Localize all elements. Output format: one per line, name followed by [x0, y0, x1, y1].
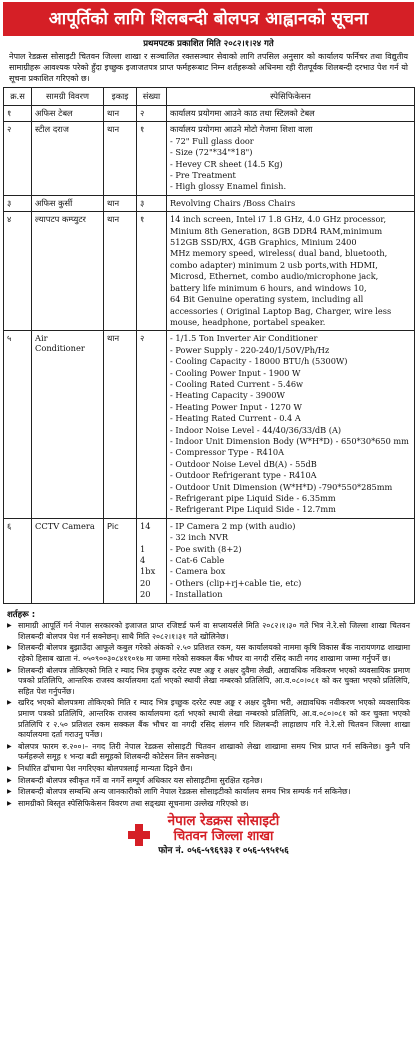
spec-line: - Outdoor Refrigerant type - R410A: [170, 470, 317, 481]
spec-line: Revolving Chairs /Boss Chairs: [170, 197, 296, 208]
quantity-value: 1: [140, 543, 146, 554]
table-row: [4, 212, 415, 331]
header-quantity: संख्या: [137, 88, 167, 106]
cell-specification: [167, 195, 415, 211]
spec-line: - Outdoor Unit Dimension (W*H*D) -790*550*285mm: [170, 481, 393, 492]
spec-line: - Others (clip+rj+cable tie, etc): [170, 577, 302, 588]
cell-item-name: CCTV Camera: [32, 518, 104, 603]
table-row: [4, 122, 415, 195]
table-header-row: [4, 88, 415, 106]
cell-unit: थान: [104, 212, 137, 331]
cell-specification: [167, 122, 415, 195]
cell-serial: ४: [4, 212, 32, 331]
quantity-value: 14: [140, 520, 151, 531]
terms-list: [7, 621, 410, 809]
table-row: [4, 518, 415, 603]
cell-quantity: [137, 122, 167, 195]
items-table: [3, 87, 415, 604]
spec-line: Minium 8th Generation, 8GB DDR4 RAM,minimum: [170, 225, 383, 236]
cell-specification: [167, 331, 415, 519]
spec-line: - Refrigerant pipe Liquid Side - 6.35mm: [170, 493, 336, 503]
terms-title: शर्तहरू :: [7, 609, 36, 620]
cell-item-name: अफिस टेबल: [32, 106, 104, 122]
cell-item-name: ल्यापटप कम्प्युटर: [32, 212, 104, 331]
cell-serial: ३: [4, 195, 32, 211]
cell-serial: २: [4, 122, 32, 195]
spec-line: - Cooling Power Input - 1900 W: [170, 367, 301, 378]
spec-line: - High glossy Enamel finish.: [170, 181, 287, 192]
spec-line: - Heating Capacity - 3900W: [170, 390, 285, 401]
cell-item-name: स्टील दराज: [32, 122, 104, 195]
notice-title-banner: [3, 2, 414, 36]
org-name: नेपाल रेडक्रस सोसाइटी: [167, 813, 280, 830]
spec-line: - Compressor Type - R410A: [170, 447, 285, 458]
quantity-value: 20: [140, 577, 151, 588]
cell-unit: Pic: [104, 518, 137, 603]
quantity-value: 20: [140, 589, 151, 600]
footer-text: [158, 813, 289, 857]
spec-line: कार्यालय प्रयोगमा आउने मोटो गेजमा शिशा वाला: [170, 124, 313, 135]
spec-line: - Installation: [170, 589, 223, 600]
notice-title: आपूर्तिको लागि शिलबन्दी बोलपत्र आह्वानको सूचना: [48, 9, 369, 29]
cell-item-name: Air Conditioner: [32, 331, 104, 519]
branch-name: चितवन जिल्ला शाखा: [173, 829, 274, 845]
spec-line: - 1/1.5 Ton Inverter Air Conditioner: [170, 333, 318, 344]
spec-line: - 32 inch NVR: [170, 532, 228, 543]
spec-line: - IP Camera 2 mp (with audio): [170, 520, 296, 531]
spec-line: - Cooling Capacity - 18000 BTU/h (5300W): [170, 356, 348, 367]
terms-item: ▶ शिलबन्दी बोलपत्र स्वीकृत गर्ने वा नगर्ने सम्पूर्ण अधिकार यस सोसाइटीमा सुरक्षित रहनेछ।: [7, 776, 410, 787]
spec-line: - Pre Treatment: [170, 170, 236, 181]
cell-quantity: [137, 331, 167, 519]
spec-line: - Refrigerant Pipe Liquid Side - 12.7mm: [170, 504, 336, 515]
cell-unit: थान: [104, 106, 137, 122]
cell-unit: थान: [104, 195, 137, 211]
spec-line: MHz memory speed, wireless( dual band, bluetooth,: [170, 248, 388, 259]
header-item: सामग्री विवरण: [32, 88, 104, 106]
terms-item: ▶ निर्धारित ढाँचामा पेश नगरिएका बोलपत्रलाई मान्यता दिइने छैन।: [7, 764, 410, 775]
cell-quantity: [137, 212, 167, 331]
phone-number: फोन नं. ०५६-५९६९३३ र ०५६-५९५१५६: [158, 846, 289, 857]
terms-item: ▶ शिलबन्दी बोलपत्र तोकिएको मिति र म्याद भित्र इच्छुक दररेट स्पष्ट अङ्क र अक्षर दुवैमा लेखी, अद्यावधिक नविकरण भएको व्यवसायिक प्रमाण पत्रको प्रतिलिपि, आन्तरिक राजस्व कार्यालयमा दर्ता भएको स्थायी लेखा नम्बरको प्रतिलिपि, आ.व.०८०।०८१ को कर चुक्ता भएको प्रतिलिपि, सहित पेश गर्नुपर्नेछ।: [7, 666, 410, 698]
footer: [3, 813, 414, 857]
spec-line: Microsd, Ethernet, combo audio/microphone jack,: [170, 271, 379, 282]
cell-serial: ५: [4, 331, 32, 519]
terms-item: ▶ शिलबन्दी बोलपत्र सम्बन्धि अन्य जानकारीको लागि नेपाल रेडक्रस सोसाइटीको कार्यालय समय भित्र सम्पर्क गर्न सकिनेछ।: [7, 787, 410, 798]
spec-line: mouse, headphone, portabel speaker.: [170, 316, 326, 327]
spec-line: 512GB SSD/RX, 4GB Graphics, Minium 2400: [170, 237, 357, 248]
table-row: [4, 106, 415, 122]
cell-serial: ६: [4, 518, 32, 603]
spec-line: - Heating Rated Current - 0.4 A: [170, 413, 301, 424]
spec-line: - Camera box: [170, 566, 226, 577]
spec-line: कार्यालय प्रयोगमा आउने काठ तथा स्टिलको टेबल: [170, 108, 315, 118]
spec-line: - Cooling Rated Current - 5.46w: [170, 378, 304, 389]
cell-unit: थान: [104, 331, 137, 519]
table-row: [4, 331, 415, 519]
quantity-value: १: [140, 214, 145, 225]
quantity-value: ३: [140, 197, 145, 208]
quantity-value: 4: [140, 555, 146, 566]
cell-specification: [167, 106, 415, 122]
spec-line: - Indoor Unit Dimension Body (W*H*D) - 650*30*650 mm: [170, 435, 409, 446]
publish-date: प्रथमपटक प्रकाशित मिति २०८२।१।२४ गते: [143, 39, 274, 49]
cell-quantity: [137, 518, 167, 603]
spec-line: - 72" Full glass door: [170, 135, 254, 146]
header-unit: इकाइ: [104, 88, 137, 106]
spec-line: accessories ( Original Laptop Bag, Charger, wire less: [170, 305, 392, 316]
spec-line: - Indoor Noise Level - 44/40/36/33/dB (A): [170, 424, 342, 435]
terms-item: ▶ खरिद भएको बोलपत्रमा तोकिएको मिति र म्याद भित्र इच्छुक दररेट स्पष्ट अङ्क र अक्षर दुवैमा भरी, अद्यावधिक नवीकरण भएको व्यवसायिक प्रमाण पत्रको प्रतिलिपि, आन्तरिक राजस्व कार्यालयमा दर्ता भएको स्थायी लेखा नम्बरको प्रतिलिपि, आ.व.०८०।०८१ को कर चुक्ता भएको प्रतिलिपि र २.५० प्रतिशत रकम सक्कल बैंक भौचर वा नगदी रसिद संलग्न गरि शिलबन्दी लाहाछाप गरि ने.रे.सो चितवन जिल्ला शाखा कार्यालयमा दर्ता गराउनु पर्नेछ।: [7, 698, 410, 740]
terms-item: ▶ बोलपत्र फारम रु.२००।– नगद तिरी नेपाल रेडक्रस सोसाइटी चितवन शाखाको लेखा शाखामा समय भित्र प्राप्त गर्न सकिनेछ। कुनै पनि फर्महरूले समूह १ भन्दा बढी समूहको शिलबन्दी कोटेसन लिन सक्नेछन्।: [7, 742, 410, 763]
spec-line: - Outdoor Noise Level dB(A) - 55dB: [170, 458, 317, 469]
intro-paragraph: नेपाल रेडक्रस सोसाइटी चितवन जिल्ला शाखा र सञ्चालित रक्तसञ्चार सेवाको लागि तपसिल अनुसार को कार्यालय फर्निचर तथा विद्युतीय सामाग्रीहरू आवश्यक परेको हुँदा इच्छुक इजाजतपत्र प्राप्त फर्महरूबाट निम्न शर्तहरूको अधिनमा रही रीतपूर्वक शिलबन्दी दरभाउ पेश गर्न यो सूचना प्रकाशित गरिएको छ।: [9, 52, 408, 83]
spec-line: - Power Supply - 220-240/1/50V/Ph/Hz: [170, 344, 330, 355]
cell-quantity: [137, 195, 167, 211]
table-row: [4, 195, 415, 211]
cell-specification: [167, 212, 415, 331]
spec-line: combo adapter) minimum 2 usb ports,with HDMI,: [170, 259, 378, 270]
terms-section: [7, 610, 410, 810]
cell-serial: १: [4, 106, 32, 122]
quantity-value: २: [140, 108, 145, 118]
quantity-value: 1bx: [140, 566, 156, 577]
items-table-body: [4, 106, 415, 604]
terms-item: ▶ सामग्रीको बिस्तृत स्पेसिफिकेसन विवरण तथा सङ्ख्या सूचनामा उल्लेख गरिएको छ।: [7, 799, 410, 810]
cell-specification: [167, 518, 415, 603]
terms-item: ▶ शिलबन्दी बोलपत्र बुझाउँदा आफूले कबुल गरेको अंकको २.५० प्रतिशत रकम, यस कार्यालयको नाममा कृषि विकास बैंक नारायणगढ शाखामा रहेको हिसाब खाता नं. ०५०९००३०८४११०१७ मा जम्मा गरेको सक्कल बैंक भौचर वा नगदी रसिद काटी नगद शाखामा जम्मा गर्नुपर्ने छ।: [7, 643, 410, 664]
quantity-value: १: [140, 124, 145, 135]
quantity-value: [140, 532, 163, 543]
cell-quantity: [137, 106, 167, 122]
spec-line: - Heating Power Input - 1270 W: [170, 401, 302, 412]
spec-line: - Hevey CR sheet (14.5 Kg): [170, 158, 283, 169]
spec-line: - Poe swith (8+2): [170, 543, 242, 554]
cell-unit: थान: [104, 122, 137, 195]
quantity-value: २: [140, 333, 145, 344]
terms-item: ▶ सामाग्री आपूर्ति गर्न नेपाल सरकारको इजाजत प्राप्त रजिष्टर्ड फर्म वा सप्लायर्सले मिति २०८२।१।३० गते भित्र ने.रे.सो जिल्ला शाखा चितवन शिलबन्दी बोलपत्र पेश गर्न सक्नेछन्। साथै मिति २०८२।१।३१ गते खोलिनेछ।: [7, 621, 410, 642]
header-serial: क्र.स: [4, 88, 32, 106]
spec-line: 14 inch screen, Intel i7 1.8 GHz, 4.0 GHz processor,: [170, 214, 387, 225]
red-cross-icon: [128, 824, 150, 846]
spec-line: battery life minimum 6 hours, and windows 10,: [170, 282, 367, 293]
cell-item-name: अफिस कुर्सी: [32, 195, 104, 211]
spec-line: - Size (72"*34"*18"): [170, 147, 253, 158]
spec-line: 64 Bit Genuine operating system, including all: [170, 294, 364, 305]
header-specification: स्पेसिफिकेसन: [167, 88, 415, 106]
spec-line: - Cat-6 Cable: [170, 555, 225, 566]
